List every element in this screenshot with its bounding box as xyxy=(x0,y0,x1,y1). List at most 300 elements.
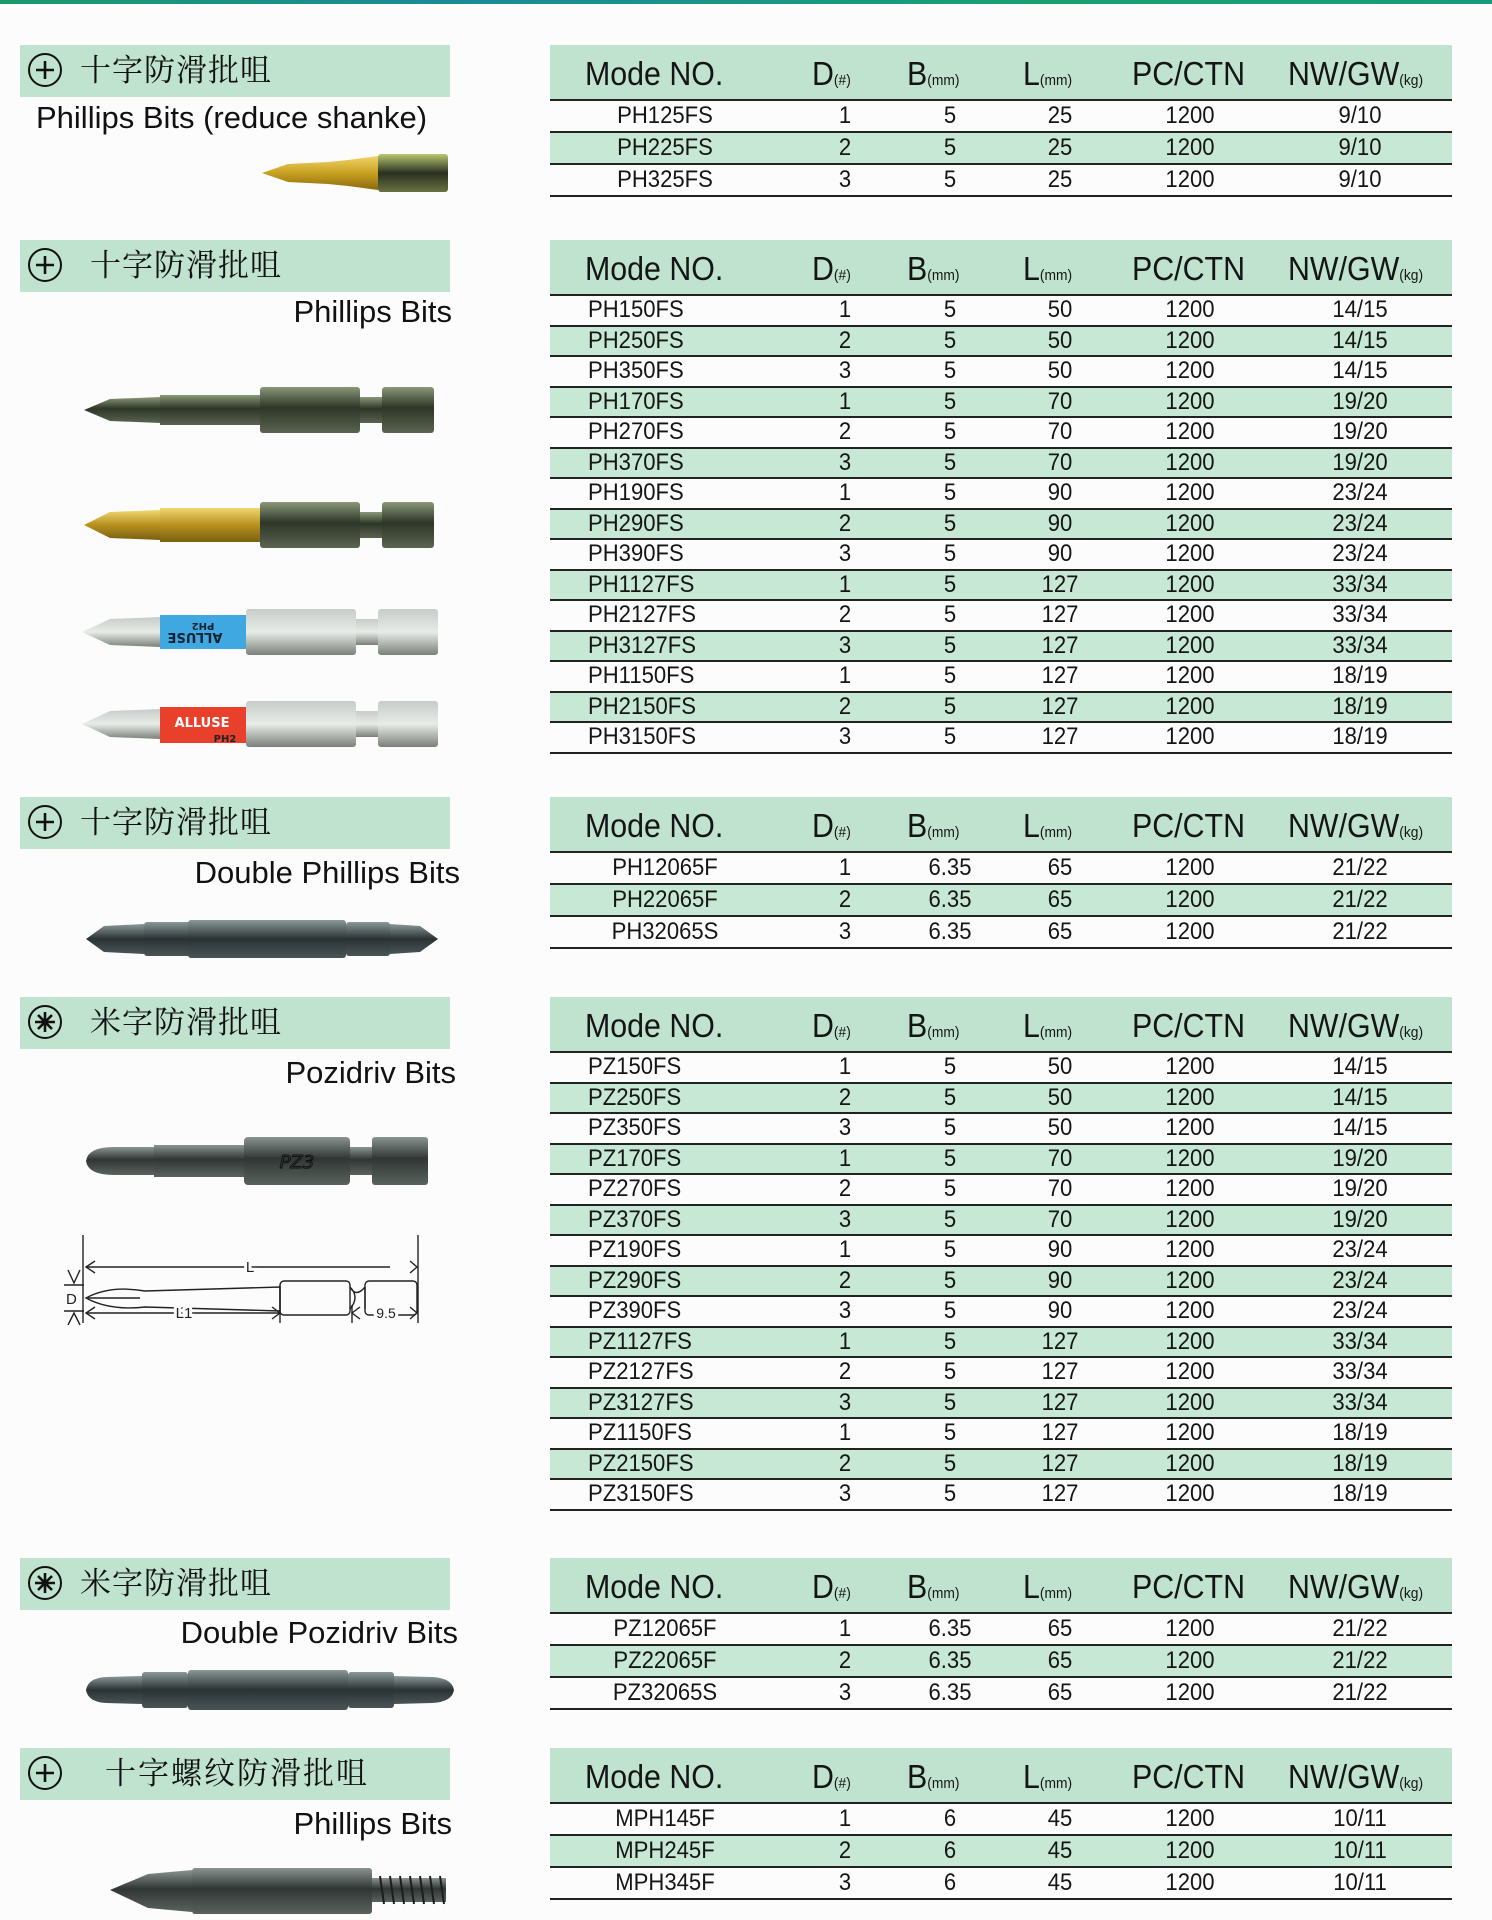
col-header-l: L(mm) xyxy=(1023,1758,1073,1795)
pc-ctn-cell: 1200 xyxy=(1165,479,1215,507)
nw-gw-cell: 14/15 xyxy=(1332,357,1388,385)
d-cell: 2 xyxy=(838,886,852,913)
model-cell: PZ190FS xyxy=(588,1236,682,1264)
table-row xyxy=(550,1114,1452,1145)
l-cell: 90 xyxy=(1047,1236,1073,1264)
nw-gw-cell: 23/24 xyxy=(1332,540,1388,568)
l-cell: 65 xyxy=(1047,1615,1073,1642)
table-row xyxy=(550,1358,1452,1389)
col-header-l: L(mm) xyxy=(1023,1007,1073,1044)
pc-ctn-cell: 1200 xyxy=(1165,1449,1215,1477)
nw-gw-cell: 9/10 xyxy=(1338,134,1382,161)
nw-gw-cell: 10/11 xyxy=(1333,1837,1387,1864)
model-cell: PH3150FS xyxy=(588,723,697,751)
d-cell: 2 xyxy=(838,1358,852,1386)
model-cell: PZ390FS xyxy=(588,1297,682,1325)
b-cell: 5 xyxy=(943,1083,957,1111)
nw-gw-cell: 21/22 xyxy=(1332,1679,1388,1706)
model-cell: PH32065S xyxy=(611,918,719,945)
nw-gw-cell: 33/34 xyxy=(1332,1388,1388,1416)
nw-gw-cell: 33/34 xyxy=(1332,570,1388,598)
svg-text:PH2: PH2 xyxy=(213,734,237,745)
model-cell: PZ22065F xyxy=(613,1647,717,1674)
d-cell: 2 xyxy=(838,1175,852,1203)
l-cell: 127 xyxy=(1041,723,1079,751)
pc-ctn-cell: 1200 xyxy=(1165,1419,1215,1447)
black-phillips-bit-image xyxy=(80,383,440,437)
section-title-band xyxy=(20,1748,450,1800)
table-row xyxy=(550,1836,1452,1868)
pc-ctn-cell: 1200 xyxy=(1165,357,1215,385)
d-cell: 3 xyxy=(838,1480,852,1508)
svg-text:D: D xyxy=(66,1291,77,1308)
model-cell: PH170FS xyxy=(588,387,684,415)
b-cell: 5 xyxy=(943,509,957,537)
pc-ctn-cell: 1200 xyxy=(1165,540,1215,568)
nw-gw-cell: 14/15 xyxy=(1332,1083,1388,1111)
pc-ctn-cell: 1200 xyxy=(1165,662,1215,690)
nw-gw-cell: 10/11 xyxy=(1333,1869,1387,1896)
nw-gw-cell: 33/34 xyxy=(1332,1327,1388,1355)
model-cell: PZ270FS xyxy=(588,1175,682,1203)
l-cell: 70 xyxy=(1047,1175,1073,1203)
table-row xyxy=(550,1480,1452,1511)
pc-ctn-cell: 1200 xyxy=(1165,1480,1215,1508)
table-row xyxy=(550,1868,1452,1900)
nw-gw-cell: 23/24 xyxy=(1332,479,1388,507)
nw-gw-cell: 33/34 xyxy=(1332,1358,1388,1386)
d-cell: 1 xyxy=(838,1615,852,1642)
pc-ctn-cell: 1200 xyxy=(1165,1053,1215,1081)
pc-ctn-cell: 1200 xyxy=(1165,1114,1215,1142)
d-cell: 1 xyxy=(838,1805,852,1832)
model-cell: PZ1150FS xyxy=(588,1419,692,1447)
table-row xyxy=(550,479,1452,510)
svg-text:L1: L1 xyxy=(175,1305,193,1322)
nw-gw-cell: 21/22 xyxy=(1332,1615,1388,1642)
section-title-band xyxy=(20,45,450,97)
pc-ctn-cell: 1200 xyxy=(1165,1144,1215,1172)
d-cell: 3 xyxy=(838,357,852,385)
b-cell: 5 xyxy=(943,540,957,568)
d-cell: 3 xyxy=(838,540,852,568)
table-header xyxy=(550,1558,1452,1614)
col-header-l: L(mm) xyxy=(1023,1568,1073,1605)
col-header-nw-gw: NW/GW(kg) xyxy=(1288,807,1424,844)
phillips-cross-icon xyxy=(28,1756,62,1790)
d-cell: 1 xyxy=(838,102,852,129)
b-cell: 6.35 xyxy=(928,1679,972,1706)
table-row xyxy=(550,571,1452,602)
col-header-l: L(mm) xyxy=(1023,55,1073,92)
nw-gw-cell: 19/20 xyxy=(1332,1205,1388,1233)
model-cell: PZ150FS xyxy=(588,1053,682,1081)
nw-gw-cell: 10/11 xyxy=(1333,1805,1387,1832)
pc-ctn-cell: 1200 xyxy=(1165,1083,1215,1111)
b-cell: 5 xyxy=(943,357,957,385)
b-cell: 5 xyxy=(943,1053,957,1081)
b-cell: 5 xyxy=(943,479,957,507)
l-cell: 127 xyxy=(1041,1449,1079,1477)
b-cell: 5 xyxy=(943,570,957,598)
col-header-nw-gw: NW/GW(kg) xyxy=(1288,1007,1424,1044)
l-cell: 90 xyxy=(1047,509,1073,537)
d-cell: 3 xyxy=(838,918,852,945)
table-row xyxy=(550,601,1452,632)
table-row xyxy=(550,1175,1452,1206)
table-row xyxy=(550,1389,1452,1420)
col-header-model: Mode NO. xyxy=(585,1007,724,1044)
table-row xyxy=(550,540,1452,571)
table-header xyxy=(550,797,1452,853)
double-phillips-bit-image xyxy=(84,918,440,960)
table-row xyxy=(550,693,1452,724)
l-cell: 70 xyxy=(1047,1144,1073,1172)
table-row xyxy=(550,357,1452,388)
d-cell: 2 xyxy=(838,1837,852,1864)
l-cell: 127 xyxy=(1041,631,1079,659)
model-cell: PH125FS xyxy=(617,102,713,129)
d-cell: 1 xyxy=(838,854,852,881)
model-cell: MPH145F xyxy=(615,1805,715,1832)
nw-gw-cell: 23/24 xyxy=(1332,1236,1388,1264)
b-cell: 5 xyxy=(943,418,957,446)
model-cell: PH1127FS xyxy=(588,570,695,598)
d-cell: 2 xyxy=(838,601,852,629)
table-row xyxy=(550,1804,1452,1836)
col-header-l: L(mm) xyxy=(1023,250,1073,287)
col-header-pc-ctn: PC/CTN xyxy=(1132,1007,1246,1044)
d-cell: 3 xyxy=(838,631,852,659)
d-cell: 1 xyxy=(838,570,852,598)
nw-gw-cell: 18/19 xyxy=(1332,1449,1388,1477)
l-cell: 65 xyxy=(1047,886,1073,913)
pc-ctn-cell: 1200 xyxy=(1165,918,1215,945)
nw-gw-cell: 23/24 xyxy=(1332,1266,1388,1294)
l-cell: 127 xyxy=(1041,1419,1079,1447)
d-cell: 1 xyxy=(838,479,852,507)
d-cell: 3 xyxy=(838,1205,852,1233)
gold-phillips-bit-short-image xyxy=(258,150,454,196)
table-row xyxy=(550,1084,1452,1115)
col-header-model: Mode NO. xyxy=(585,1758,724,1795)
bit-dimension-diagram xyxy=(60,1225,430,1325)
model-cell: PH270FS xyxy=(588,418,684,446)
col-header-b: B(mm) xyxy=(907,1007,960,1044)
l-cell: 65 xyxy=(1047,1647,1073,1674)
model-cell: PH350FS xyxy=(588,357,684,385)
l-cell: 127 xyxy=(1041,662,1079,690)
model-cell: PH3127FS xyxy=(588,631,697,659)
pc-ctn-cell: 1200 xyxy=(1165,166,1215,193)
red-band-phillips-bit-image xyxy=(80,697,444,751)
section-title-cn: 米字防滑批咀 xyxy=(80,1566,272,1602)
table-pozidriv-bits xyxy=(550,997,1452,1511)
d-cell: 3 xyxy=(838,1114,852,1142)
double-pozidriv-bit-image xyxy=(84,1668,456,1712)
pc-ctn-cell: 1200 xyxy=(1165,1236,1215,1264)
table-row xyxy=(550,418,1452,449)
col-header-pc-ctn: PC/CTN xyxy=(1132,807,1246,844)
d-cell: 1 xyxy=(838,1236,852,1264)
nw-gw-cell: 18/19 xyxy=(1332,1419,1388,1447)
pc-ctn-cell: 1200 xyxy=(1165,1175,1215,1203)
pc-ctn-cell: 1200 xyxy=(1165,1266,1215,1294)
col-header-pc-ctn: PC/CTN xyxy=(1132,250,1246,287)
d-cell: 2 xyxy=(838,134,852,161)
d-cell: 2 xyxy=(838,1449,852,1477)
pc-ctn-cell: 1200 xyxy=(1165,1615,1215,1642)
model-cell: PH390FS xyxy=(588,540,684,568)
pc-ctn-cell: 1200 xyxy=(1165,1327,1215,1355)
section-title-cn: 十字螺纹防滑批咀 xyxy=(105,1756,369,1792)
pozidriv-star-icon xyxy=(28,1566,62,1600)
table-row xyxy=(550,327,1452,358)
phillips-cross-icon xyxy=(28,248,62,282)
col-header-d: D(#) xyxy=(812,250,851,287)
nw-gw-cell: 19/20 xyxy=(1332,448,1388,476)
table-row xyxy=(550,632,1452,663)
top-color-strip xyxy=(0,0,1492,4)
l-cell: 45 xyxy=(1047,1837,1073,1864)
col-header-model: Mode NO. xyxy=(585,807,724,844)
col-header-nw-gw: NW/GW(kg) xyxy=(1288,1758,1424,1795)
model-cell: PH22065F xyxy=(612,886,718,913)
model-cell: MPH345F xyxy=(615,1869,715,1896)
pc-ctn-cell: 1200 xyxy=(1165,387,1215,415)
table-row xyxy=(550,1328,1452,1359)
model-cell: PH150FS xyxy=(588,296,684,324)
pc-ctn-cell: 1200 xyxy=(1165,1647,1215,1674)
table-row xyxy=(550,1646,1452,1678)
pc-ctn-cell: 1200 xyxy=(1165,1869,1215,1896)
section-title-cn: 十字防滑批咀 xyxy=(80,805,272,841)
l-cell: 127 xyxy=(1041,692,1079,720)
table-header xyxy=(550,1748,1452,1804)
col-header-model: Mode NO. xyxy=(585,250,724,287)
b-cell: 6 xyxy=(943,1869,957,1896)
section-title-cn: 十字防滑批咀 xyxy=(90,248,282,284)
model-cell: PH190FS xyxy=(588,479,684,507)
nw-gw-cell: 9/10 xyxy=(1338,166,1382,193)
blue-band-phillips-bit-image xyxy=(80,605,444,659)
col-header-l: L(mm) xyxy=(1023,807,1073,844)
d-cell: 1 xyxy=(838,296,852,324)
d-cell: 3 xyxy=(838,723,852,751)
l-cell: 127 xyxy=(1041,1358,1079,1386)
l-cell: 90 xyxy=(1047,1266,1073,1294)
nw-gw-cell: 14/15 xyxy=(1332,326,1388,354)
section-title-en: Phillips Bits xyxy=(293,294,452,329)
pc-ctn-cell: 1200 xyxy=(1165,418,1215,446)
svg-text:L: L xyxy=(245,1259,255,1276)
pc-ctn-cell: 1200 xyxy=(1165,1679,1215,1706)
b-cell: 5 xyxy=(943,1144,957,1172)
svg-text:ALLUSE: ALLUSE xyxy=(174,716,230,731)
table-double-pozidriv-bits xyxy=(550,1558,1452,1710)
pc-ctn-cell: 1200 xyxy=(1165,1388,1215,1416)
l-cell: 127 xyxy=(1041,570,1079,598)
b-cell: 5 xyxy=(943,448,957,476)
col-header-b: B(mm) xyxy=(907,250,960,287)
l-cell: 50 xyxy=(1047,357,1073,385)
table-row xyxy=(550,388,1452,419)
pc-ctn-cell: 1200 xyxy=(1165,1205,1215,1233)
table-row xyxy=(550,165,1452,197)
l-cell: 70 xyxy=(1047,1205,1073,1233)
d-cell: 2 xyxy=(838,692,852,720)
nw-gw-cell: 21/22 xyxy=(1332,854,1388,881)
pc-ctn-cell: 1200 xyxy=(1165,601,1215,629)
l-cell: 90 xyxy=(1047,1297,1073,1325)
b-cell: 5 xyxy=(943,1480,957,1508)
table-threaded-phillips-bits xyxy=(550,1748,1452,1900)
b-cell: 5 xyxy=(943,326,957,354)
col-header-pc-ctn: PC/CTN xyxy=(1132,55,1246,92)
d-cell: 3 xyxy=(838,1297,852,1325)
nw-gw-cell: 18/19 xyxy=(1332,1480,1388,1508)
section-title-cn: 米字防滑批咀 xyxy=(90,1005,282,1041)
b-cell: 5 xyxy=(943,1266,957,1294)
model-cell: PH250FS xyxy=(588,326,684,354)
svg-text:ALLUSE: ALLUSE xyxy=(167,629,223,644)
pozidriv-bit-image xyxy=(84,1135,436,1187)
d-cell: 3 xyxy=(838,1869,852,1896)
table-row xyxy=(550,662,1452,693)
nw-gw-cell: 23/24 xyxy=(1332,509,1388,537)
d-cell: 1 xyxy=(838,1053,852,1081)
l-cell: 50 xyxy=(1047,1083,1073,1111)
model-cell: PH12065F xyxy=(612,854,718,881)
l-cell: 70 xyxy=(1047,387,1073,415)
col-header-nw-gw: NW/GW(kg) xyxy=(1288,1568,1424,1605)
col-header-d: D(#) xyxy=(812,1758,851,1795)
nw-gw-cell: 18/19 xyxy=(1332,692,1388,720)
table-row xyxy=(550,1236,1452,1267)
model-cell: PZ250FS xyxy=(588,1083,682,1111)
pc-ctn-cell: 1200 xyxy=(1165,886,1215,913)
pc-ctn-cell: 1200 xyxy=(1165,723,1215,751)
table-row xyxy=(550,1145,1452,1176)
col-header-b: B(mm) xyxy=(907,1758,960,1795)
nw-gw-cell: 33/34 xyxy=(1332,601,1388,629)
section-title-band xyxy=(20,1558,450,1610)
col-header-pc-ctn: PC/CTN xyxy=(1132,1568,1246,1605)
b-cell: 5 xyxy=(943,1327,957,1355)
threaded-phillips-bit-image xyxy=(108,1862,458,1918)
b-cell: 6.35 xyxy=(928,886,972,913)
d-cell: 3 xyxy=(838,1679,852,1706)
l-cell: 45 xyxy=(1047,1805,1073,1832)
model-cell: PH1150FS xyxy=(588,662,695,690)
pc-ctn-cell: 1200 xyxy=(1165,102,1215,129)
d-cell: 1 xyxy=(838,1144,852,1172)
pc-ctn-cell: 1200 xyxy=(1165,1805,1215,1832)
nw-gw-cell: 21/22 xyxy=(1332,1647,1388,1674)
nw-gw-cell: 33/34 xyxy=(1332,631,1388,659)
table-row xyxy=(550,1678,1452,1710)
b-cell: 5 xyxy=(943,1175,957,1203)
col-header-nw-gw: NW/GW(kg) xyxy=(1288,250,1424,287)
section-title-en: Double Phillips Bits xyxy=(194,855,460,890)
table-row xyxy=(550,853,1452,885)
nw-gw-cell: 23/24 xyxy=(1332,1297,1388,1325)
col-header-d: D(#) xyxy=(812,1007,851,1044)
b-cell: 5 xyxy=(943,1419,957,1447)
svg-text:9.5: 9.5 xyxy=(376,1305,396,1321)
b-cell: 5 xyxy=(943,166,957,193)
section-title-cn: 十字防滑批咀 xyxy=(80,53,272,89)
d-cell: 2 xyxy=(838,418,852,446)
b-cell: 6.35 xyxy=(928,918,972,945)
table-row xyxy=(550,1297,1452,1328)
nw-gw-cell: 19/20 xyxy=(1332,1175,1388,1203)
col-header-b: B(mm) xyxy=(907,807,960,844)
model-cell: PH370FS xyxy=(588,448,684,476)
model-cell: PZ2150FS xyxy=(588,1449,694,1477)
pc-ctn-cell: 1200 xyxy=(1165,570,1215,598)
model-cell: PZ2127FS xyxy=(588,1358,694,1386)
col-header-model: Mode NO. xyxy=(585,55,724,92)
l-cell: 25 xyxy=(1047,134,1073,161)
table-row xyxy=(550,1614,1452,1646)
b-cell: 5 xyxy=(943,1236,957,1264)
nw-gw-cell: 14/15 xyxy=(1332,296,1388,324)
b-cell: 6.35 xyxy=(928,854,972,881)
model-cell: PZ1127FS xyxy=(588,1327,692,1355)
pc-ctn-cell: 1200 xyxy=(1165,134,1215,161)
table-row xyxy=(550,449,1452,480)
section-title-en: Phillips Bits (reduce shanke) xyxy=(36,100,428,135)
table-row xyxy=(550,1419,1452,1450)
d-cell: 2 xyxy=(838,509,852,537)
nw-gw-cell: 18/19 xyxy=(1332,662,1388,690)
b-cell: 6 xyxy=(943,1805,957,1832)
b-cell: 5 xyxy=(943,1205,957,1233)
col-header-pc-ctn: PC/CTN xyxy=(1132,1758,1246,1795)
model-cell: PH2150FS xyxy=(588,692,697,720)
l-cell: 70 xyxy=(1047,418,1073,446)
model-cell: PZ3127FS xyxy=(588,1388,694,1416)
b-cell: 5 xyxy=(943,1449,957,1477)
pozidriv-star-icon xyxy=(28,1005,62,1039)
b-cell: 5 xyxy=(943,631,957,659)
nw-gw-cell: 14/15 xyxy=(1332,1114,1388,1142)
nw-gw-cell: 19/20 xyxy=(1332,387,1388,415)
l-cell: 50 xyxy=(1047,1114,1073,1142)
model-cell: PZ170FS xyxy=(588,1144,682,1172)
l-cell: 65 xyxy=(1047,918,1073,945)
nw-gw-cell: 18/19 xyxy=(1332,723,1388,751)
section-title-en: Double Pozidriv Bits xyxy=(180,1615,458,1650)
section-title-band xyxy=(20,797,450,849)
b-cell: 6.35 xyxy=(928,1615,972,1642)
b-cell: 5 xyxy=(943,1114,957,1142)
table-row xyxy=(550,296,1452,327)
svg-text:PH2: PH2 xyxy=(191,620,215,631)
l-cell: 25 xyxy=(1047,102,1073,129)
section-title-band xyxy=(20,997,450,1049)
b-cell: 5 xyxy=(943,601,957,629)
col-header-b: B(mm) xyxy=(907,1568,960,1605)
l-cell: 127 xyxy=(1041,1327,1079,1355)
table-row xyxy=(550,1450,1452,1481)
col-header-d: D(#) xyxy=(812,55,851,92)
d-cell: 3 xyxy=(838,166,852,193)
pc-ctn-cell: 1200 xyxy=(1165,854,1215,881)
d-cell: 2 xyxy=(838,1647,852,1674)
l-cell: 50 xyxy=(1047,1053,1073,1081)
